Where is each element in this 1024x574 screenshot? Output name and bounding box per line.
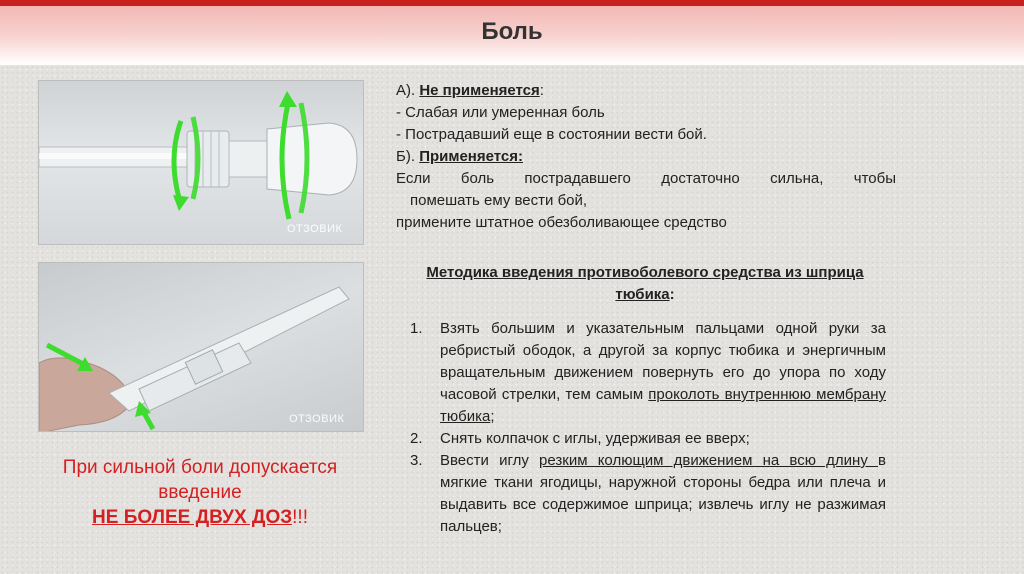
section-b-prefix: Б). bbox=[396, 148, 420, 165]
syringe-hand-photo bbox=[38, 262, 364, 432]
step-text-part: Ввести иглу bbox=[440, 452, 540, 469]
step-text-part: Взять большим и указательным пальцами одной руки за ребристый ободок, а другой за корпус тюбика и энергичным вращательным движением повернуть его до упора по ходу часовой стрелки, тем самым bbox=[440, 320, 886, 403]
step-text-part: Снять колпачок с иглы, удерживая ее вверх; bbox=[440, 430, 750, 447]
header bbox=[0, 0, 1024, 66]
section-a-item: - Слабая или умеренная боль bbox=[396, 104, 605, 121]
syringe-rotation-photo bbox=[38, 80, 364, 245]
step-text-underlined: проколоть внутреннюю мембрану тюбика bbox=[440, 386, 886, 425]
step-number: 1. bbox=[410, 320, 423, 337]
step-text-underlined: резким колющим движением на всю длину bbox=[539, 452, 879, 469]
header-top-bar bbox=[0, 0, 1024, 6]
list-item bbox=[410, 450, 886, 538]
method-steps bbox=[410, 318, 886, 538]
section-a-heading bbox=[396, 80, 896, 102]
section-a-label: Не применяется bbox=[419, 82, 540, 99]
step-text-part: в мягкие ткани ягодицы, наружной стороны бедра или плеча и выдавить все содержимое шприца; извлечь иглу не разжимая пальцев; bbox=[440, 452, 886, 535]
caption-line-1: При сильной боли допускается bbox=[62, 457, 338, 478]
section-b-label: Применяется: bbox=[419, 148, 523, 165]
step-text bbox=[440, 428, 886, 450]
dose-warning-caption bbox=[20, 455, 380, 530]
watermark-logo: ОТЗОВИК bbox=[289, 413, 345, 425]
method-title-text: Методика введения противоболевого средства из шприца тюбика bbox=[426, 264, 864, 303]
section-a-item: - Пострадавший еще в состоянии вести бой. bbox=[396, 126, 707, 143]
step-text bbox=[440, 318, 886, 428]
syringe-hand-illustration bbox=[39, 263, 364, 432]
method-title-colon: : bbox=[669, 286, 675, 303]
list-item bbox=[410, 318, 886, 428]
caption-line-2: введение bbox=[158, 482, 242, 503]
step-text bbox=[440, 450, 886, 538]
step-number: 3. bbox=[410, 452, 423, 469]
step-number: 2. bbox=[410, 430, 423, 447]
watermark-logo: ОТЗОВИК bbox=[287, 223, 343, 235]
list-item bbox=[410, 428, 886, 450]
section-b-text: Если боль пострадавшего достаточно сильна, чтобы bbox=[396, 170, 896, 187]
method-title bbox=[400, 262, 890, 306]
section-b-text: помешать ему вести бой, bbox=[410, 192, 588, 209]
section-b-heading bbox=[396, 146, 896, 168]
caption-line-3 bbox=[20, 505, 380, 530]
caption-strong: НЕ БОЛЕЕ ДВУХ ДОЗ bbox=[92, 507, 293, 528]
section-a-prefix: А). bbox=[396, 82, 420, 99]
indications-text bbox=[396, 80, 896, 234]
page-title: Боль bbox=[481, 18, 543, 45]
section-b-text: примените штатное обезболивающее средство bbox=[396, 214, 727, 231]
caption-exclamation: !!! bbox=[292, 507, 308, 528]
section-a-colon: : bbox=[539, 82, 544, 99]
syringe-rotation-illustration bbox=[39, 81, 364, 245]
step-text-part: ; bbox=[490, 408, 495, 425]
